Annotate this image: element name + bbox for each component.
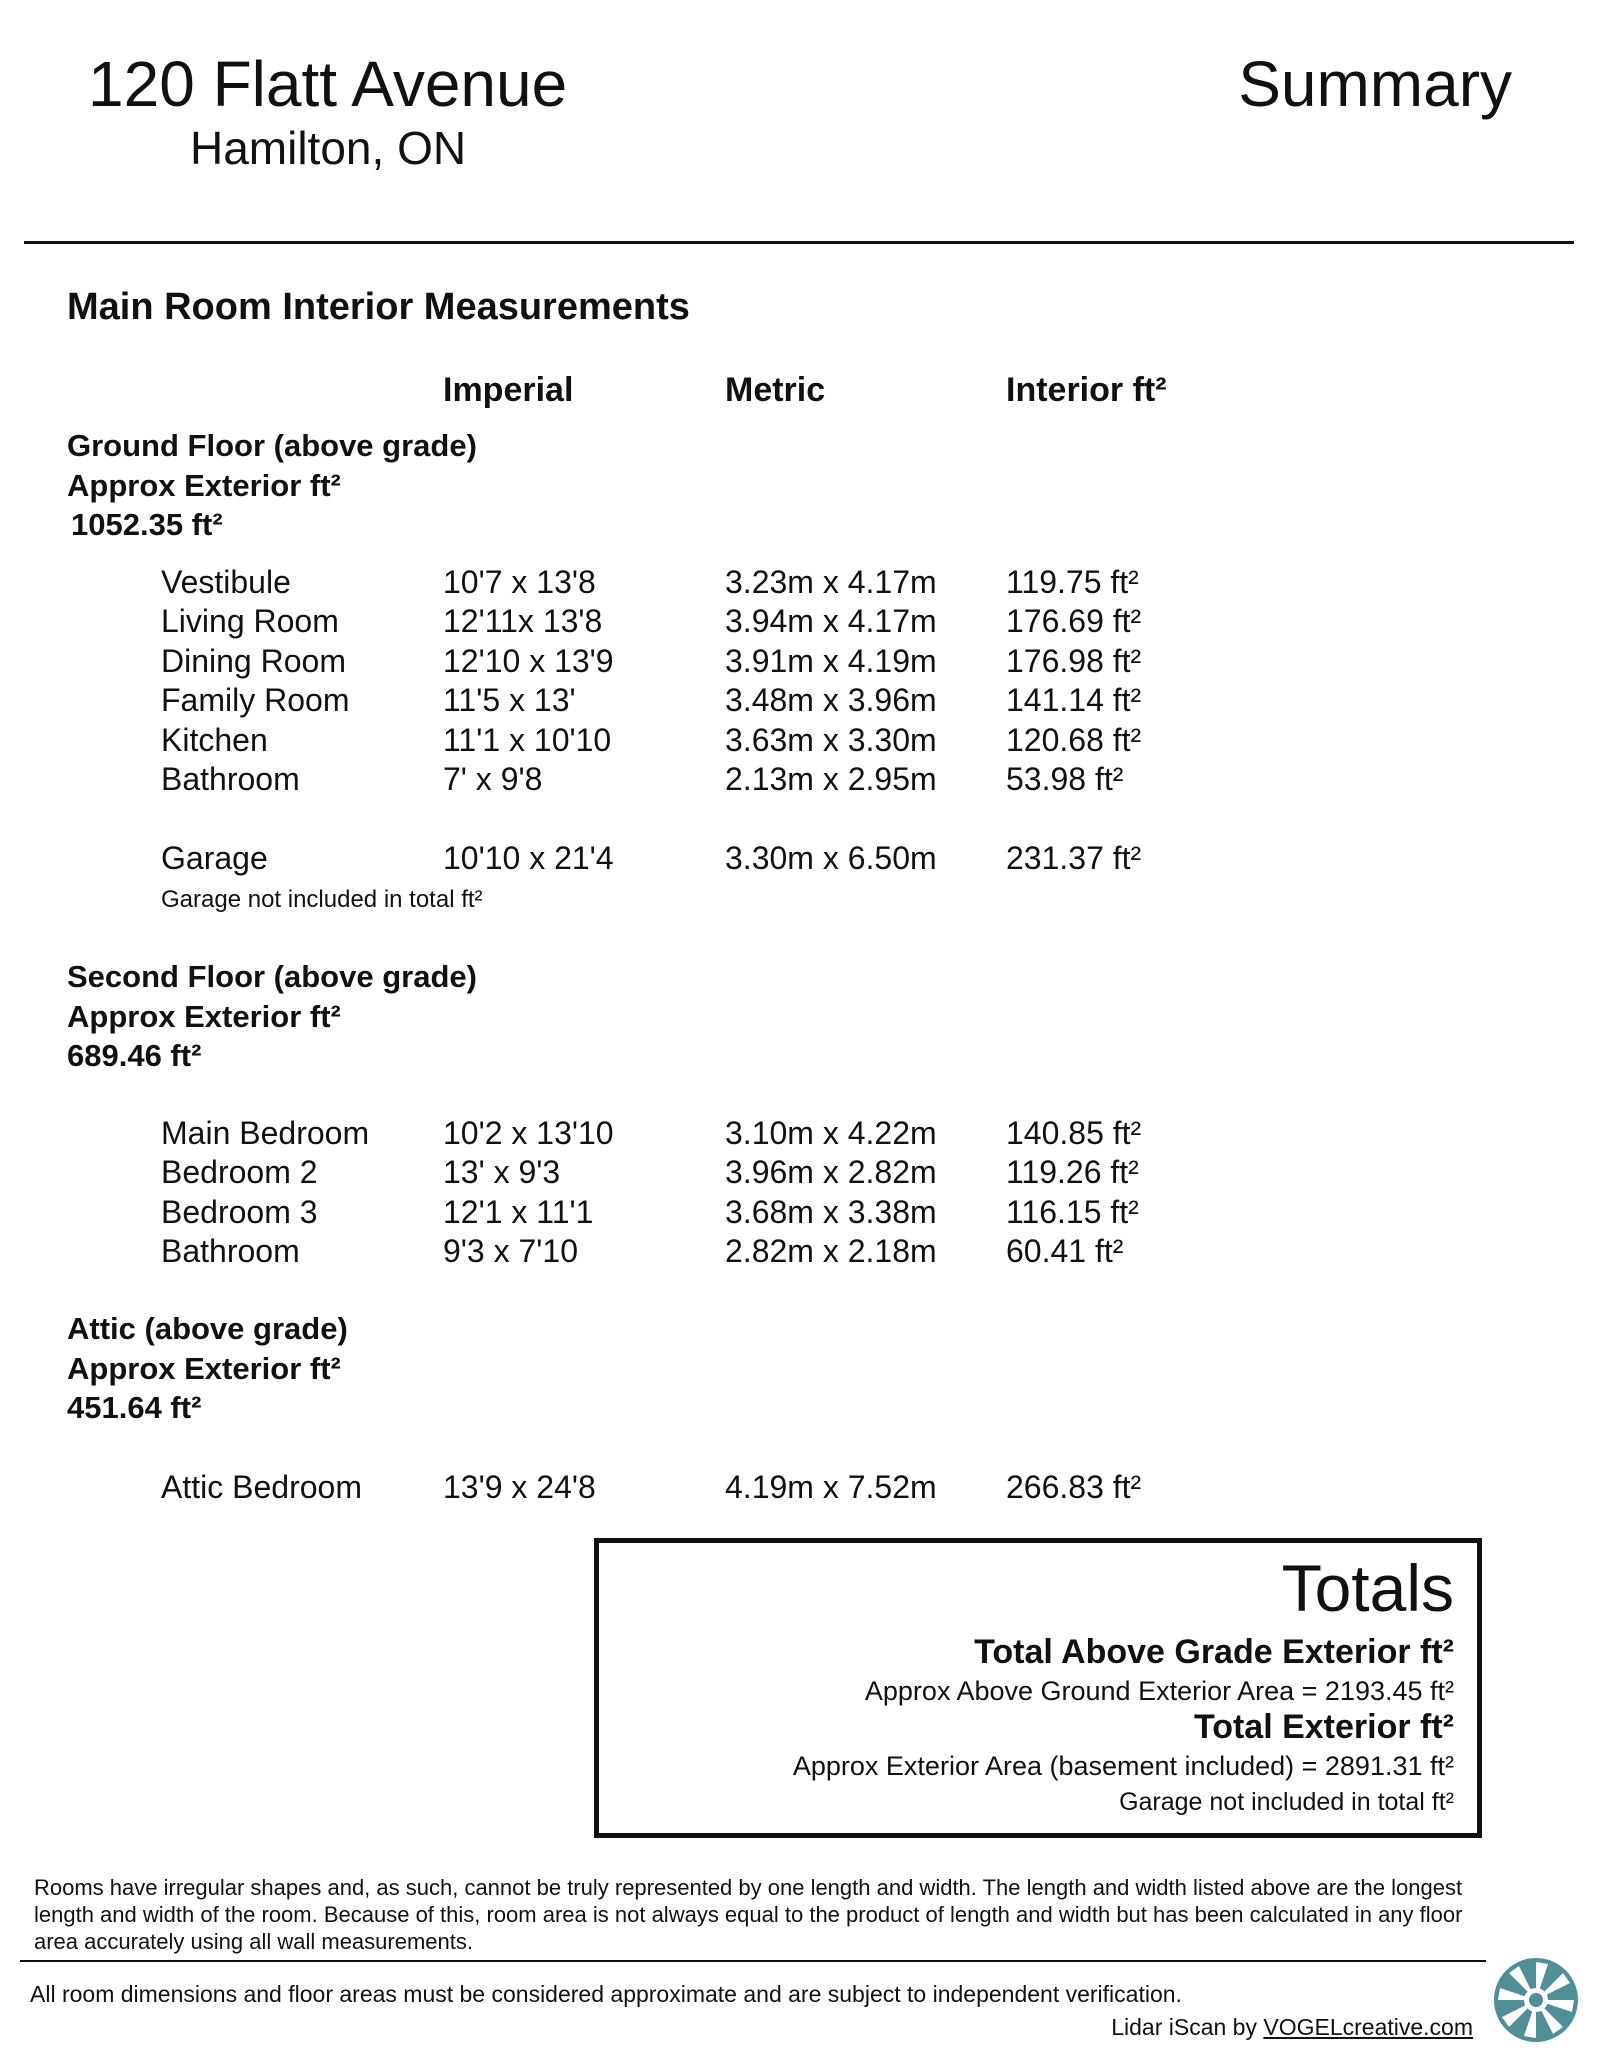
room-metric: 3.30m x 6.50m [725,840,937,876]
room-name: Bathroom [161,761,300,797]
footer-divider [20,1960,1486,1962]
room-interior: 116.15 ft² [1006,1194,1139,1230]
attic-area: 451.64 ft² [67,1390,202,1425]
approximation-note: All room dimensions and floor areas must be considered approximate and are subject to independent verification. [30,1981,1182,2007]
room-imperial: 10'10 x 21'4 [443,840,614,876]
room-name: Bedroom 3 [161,1194,318,1230]
aperture-logo-icon [1492,1956,1580,2044]
ground-floor-title: Ground Floor (above grade) [67,428,477,463]
ground-floor-area: 1052.35 ft² [71,507,223,542]
room-imperial: 12'10 x 13'9 [443,643,614,679]
room-interior: 231.37 ft² [1006,840,1142,876]
room-metric: 3.63m x 3.30m [725,722,937,758]
property-address: 120 Flatt Avenue [88,48,568,120]
second-floor-approx-label: Approx Exterior ft² [67,999,341,1034]
room-interior: 176.98 ft² [1006,643,1142,679]
room-imperial: 13' x 9'3 [443,1154,561,1190]
room-interior: 119.26 ft² [1006,1154,1139,1190]
second-floor-area: 689.46 ft² [67,1038,202,1073]
room-imperial: 11'1 x 10'10 [443,722,612,758]
room-metric: 3.94m x 4.17m [725,603,937,639]
room-name: Family Room [161,682,350,718]
room-metric: 3.96m x 2.82m [725,1154,937,1190]
room-imperial: 10'7 x 13'8 [443,564,596,600]
vogelcreative-link[interactable]: VOGELcreative.com [1263,2014,1473,2040]
room-metric: 3.68m x 3.38m [725,1194,937,1230]
room-metric: 3.10m x 4.22m [725,1115,937,1151]
page-title: Summary [1238,48,1512,120]
total-exterior-heading: Total Exterior ft² [1193,1708,1454,1746]
ground-floor-approx-label: Approx Exterior ft² [67,468,341,503]
attic-title: Attic (above grade) [67,1311,348,1346]
garage-note: Garage not included in total ft² [161,886,483,913]
second-floor-title: Second Floor (above grade) [67,959,477,994]
room-interior: 53.98 ft² [1006,761,1124,797]
room-imperial: 7' x 9'8 [443,761,543,797]
room-interior: 119.75 ft² [1006,564,1139,600]
column-header-metric: Metric [725,371,826,409]
room-name: Main Bedroom [161,1115,370,1151]
room-imperial: 9'3 x 7'10 [443,1233,578,1269]
room-name: Garage [161,840,268,876]
room-name: Attic Bedroom [161,1469,362,1505]
room-imperial: 13'9 x 24'8 [443,1469,596,1505]
room-imperial: 12'11x 13'8 [443,603,603,639]
attic-approx-label: Approx Exterior ft² [67,1351,341,1386]
room-name: Bathroom [161,1233,300,1269]
room-metric: 3.23m x 4.17m [725,564,937,600]
section-title: Main Room Interior Measurements [67,286,690,328]
room-metric: 2.82m x 2.18m [725,1233,937,1269]
column-header-interior: Interior ft² [1006,371,1167,409]
room-imperial: 10'2 x 13'10 [443,1115,614,1151]
total-exterior-value: Approx Exterior Area (basement included) = 2891.31 ft² [792,1751,1454,1781]
column-header-imperial: Imperial [443,371,574,409]
room-name: Kitchen [161,722,268,758]
room-metric: 4.19m x 7.52m [725,1469,937,1505]
room-name: Living Room [161,603,339,639]
room-imperial: 12'1 x 11'1 [443,1194,594,1230]
room-interior: 140.85 ft² [1006,1115,1142,1151]
total-above-grade-value: Approx Above Ground Exterior Area = 2193.45 ft² [864,1676,1454,1706]
room-metric: 3.48m x 3.96m [725,682,937,718]
totals-title: Totals [1281,1551,1454,1625]
room-interior: 60.41 ft² [1006,1233,1124,1269]
room-interior: 176.69 ft² [1006,603,1142,639]
header-divider [24,241,1574,244]
room-interior: 120.68 ft² [1006,722,1142,758]
room-metric: 2.13m x 2.95m [725,761,937,797]
room-metric: 3.91m x 4.19m [725,643,937,679]
property-city: Hamilton, ON [190,122,467,174]
total-above-grade-heading: Total Above Grade Exterior ft² [974,1633,1454,1671]
room-imperial: 11'5 x 13' [443,682,576,718]
credit-line [1111,2011,1473,2043]
room-name: Vestibule [161,564,291,600]
totals-garage-note: Garage not included in total ft² [1119,1788,1454,1816]
disclaimer-text: Rooms have irregular shapes and, as such, cannot be truly represented by one length and width. The length and width listed above are the longest length and width of the room. Because of this, room area is not always equal to the product of length and width but has been calculated in any floor area accurately using all wall measurements. [34,1875,1463,1954]
room-name: Dining Room [161,643,346,679]
credit-prefix: Lidar iScan by [1111,2014,1264,2040]
room-interior: 141.14 ft² [1006,682,1142,718]
room-name: Bedroom 2 [161,1154,318,1190]
room-interior: 266.83 ft² [1006,1469,1142,1505]
